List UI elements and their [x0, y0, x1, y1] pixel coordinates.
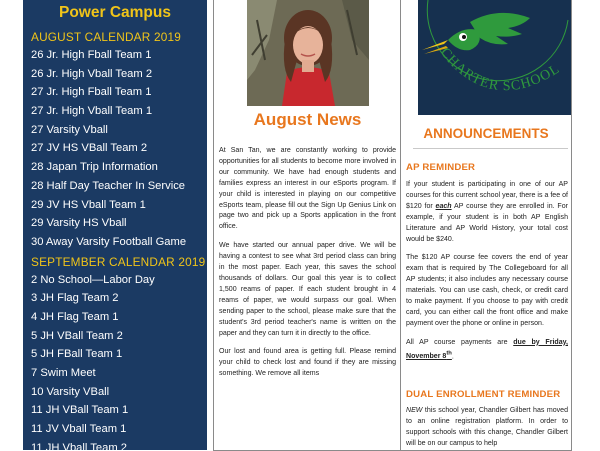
calendar-event: 27 Jr. High Vball Team 1: [31, 105, 153, 118]
calendar-event: 30 Away Varsity Football Game: [31, 235, 187, 248]
calendar-event: 28 Japan Trip Information: [31, 161, 158, 174]
calendar-event: 7 Swim Meet: [31, 367, 96, 379]
calendar-event: 5 JH VBall Team 2: [31, 329, 123, 342]
principal-photo: [247, 0, 369, 106]
calendar-event: 11 JH VBall Team 1: [31, 404, 129, 417]
dual-enrollment-body: [406, 406, 568, 451]
announcements-title: ANNOUNCEMENTS: [423, 126, 549, 141]
september-event-list: [23, 271, 207, 450]
ap-paragraph: The $120 AP course fee covers the end of year exam that is required by The Collegeboard for all AP students; it also includes any necessary course materials. You can use cash, check, or credit card to make payment. If you choose to pay with credit card, you can either call the front office and make payment over the phone or online in person.: [406, 254, 568, 327]
news-paragraph: Our lost and found area is getting full. Please remind your child to check lost and found if they are missing something. We remove all items: [219, 348, 396, 378]
calendar-event: 4 JH Flag Team 1: [31, 310, 119, 323]
divider: [413, 148, 568, 149]
calendar-event: 27 Varsity Vball: [31, 123, 108, 136]
news-paragraph: At San Tan, we are constantly working to provide opportunities for all students to become more involved in our community. We have had enough students and families express an interest in our eSports program. If your child is interested in playing on our competitive eSports team, please fill out the Sign Up Genius Link on page two and pick up a Sports application in the front office.: [219, 147, 396, 231]
calendar-event: 26 Jr. High Fball Team 1: [31, 49, 152, 61]
news-panel: [213, 0, 402, 451]
news-body: [219, 146, 396, 388]
calendar-event: 26 Jr. High Vball Team 2: [31, 67, 153, 80]
dual-enrollment-paragraph: NEW this school year, Chandler Gilbert has moved to an online registration platform. In order to support schools with this change, Chandler Gilbert will be on our campus to help: [406, 407, 568, 447]
calendar-event: 29 Varsity HS Vball: [31, 217, 127, 230]
news-paragraph: We have started our annual paper drive. We will be having a contest to see what 3rd period class can bring in the most paper. Each year, this saves the school thousands of dollars. Our goal this year is to collect 1,500 reams of paper. If each student brought in 4 reams of paper, we would surpass our goal. When sending paper to the school, please make sure that the student's 3rd period teacher's name is written on the paper and they can turn it in directly to the office.: [219, 242, 396, 337]
calendar-panel: [23, 0, 207, 450]
school-logo: [418, 0, 571, 115]
ap-paragraph: If your student is participating in one of our AP courses for this current school year, there is a fee of $120 for each AP course they are enrolled in. For example, if your student is in both AP English Literature and AP World History, your total cost would be $240.: [406, 181, 568, 243]
calendar-event: 5 JH FBall Team 1: [31, 348, 123, 361]
september-calendar-header: SEPTEMBER CALENDAR 2019: [31, 254, 206, 269]
calendar-event: 2 No School—Labor Day: [31, 273, 155, 286]
calendar-event: 27 JV HS VBall Team 2: [31, 142, 148, 155]
calendar-event: 29 JV HS Vball Team 1: [31, 198, 146, 211]
august-calendar-header: AUGUST CALENDAR 2019: [31, 30, 181, 44]
ap-reminder-heading: AP REMINDER: [406, 162, 476, 173]
august-event-list: [23, 46, 207, 252]
ap-reminder-body: [406, 180, 568, 371]
logo-text: CHARTER SCHOOL: [436, 45, 563, 95]
dual-enrollment-heading: DUAL ENROLLMENT REMINDER: [406, 389, 561, 400]
calendar-event: 11 JV Vball Team 1: [31, 423, 127, 436]
calendar-event: 28 Half Day Teacher In Service: [31, 179, 186, 192]
calendar-event: 11 JH Vball Team 2: [31, 441, 127, 450]
ap-paragraph: All AP course payments are due by Friday, November 8th.: [406, 338, 568, 361]
calendar-event: 27 Jr. High Fball Team 1: [31, 86, 152, 99]
announcements-panel: [400, 0, 572, 451]
news-headline: August News: [253, 110, 362, 129]
calendar-event: 10 Varsity VBall: [31, 385, 110, 398]
calendar-event: 3 JH Flag Team 2: [31, 292, 119, 305]
calendar-title: Power Campus: [59, 4, 171, 21]
